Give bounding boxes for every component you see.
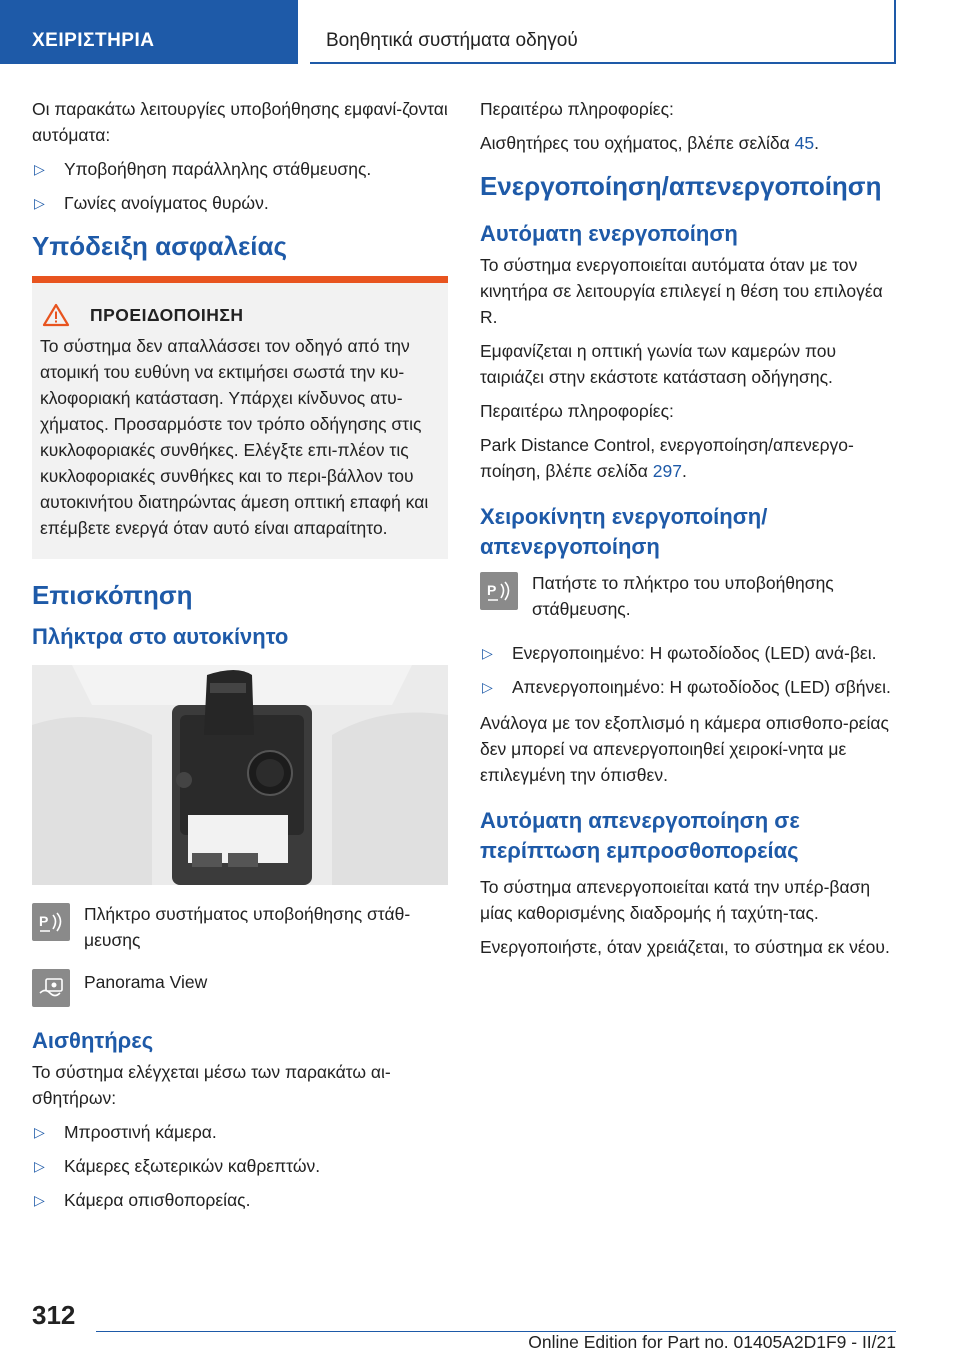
triangle-bullet-icon: ▷ bbox=[34, 195, 45, 211]
pdc-reference: Park Distance Control, ενεργοποίηση/απενεργο-ποίηση, βλέπε σελίδα 297. bbox=[480, 435, 854, 481]
parking-assist-key-row bbox=[32, 901, 448, 953]
auto-deactivation-text: Το σύστημα απενεργοποιείται κατά την υπέρ-βαση μίας καθορισμένης διαδρομής ή ταχύτη-τας. bbox=[480, 877, 871, 923]
chapter-title: ΧΕΙΡΙΣΤΗΡΙΑ bbox=[32, 30, 155, 51]
page-link-297[interactable]: 297 bbox=[652, 461, 682, 481]
list-item: ▷ Υποβοήθηση παράλληλης στάθμευσης. bbox=[32, 156, 448, 182]
manual-key-text: Πατήστε το πλήκτρο του υποβοήθησης στάθμευσης. bbox=[532, 573, 834, 619]
chapter-tab bbox=[0, 0, 298, 64]
left-column bbox=[32, 96, 448, 1223]
overview-heading: Επισκόπηση bbox=[32, 580, 193, 610]
warning-title: ΠΡΟΕΙΔΟΠΟΙΗΣΗ bbox=[90, 304, 244, 325]
more-info-label: Περαιτέρω πληροφορίες: bbox=[480, 99, 674, 119]
page-number: 312 bbox=[32, 1300, 76, 1330]
warning-triangle-icon bbox=[42, 303, 70, 327]
parking-assist-key-label: Πλήκτρο συστήματος υποβοήθησης στάθ-μευσης bbox=[84, 904, 411, 950]
manual-key-row bbox=[480, 570, 896, 622]
auto-deactivation-text-2: Ενεργοποιήστε, όταν χρειάζεται, το σύστημα εκ νέου. bbox=[480, 937, 890, 957]
page-link-45[interactable]: 45 bbox=[794, 133, 815, 153]
triangle-bullet-icon: ▷ bbox=[34, 1158, 45, 1174]
panorama-view-camera-icon bbox=[32, 969, 70, 1007]
section-title: Βοηθητικά συστήματα οδηγού bbox=[326, 30, 578, 51]
svg-text:P: P bbox=[487, 582, 497, 598]
parking-assist-button-icon bbox=[32, 903, 70, 941]
list-item: ▷ Απενεργοποιημένο: Η φωτοδίοδος (LED) σβήνει. bbox=[480, 674, 896, 700]
list-item: ▷ Κάμερα οπισθοπορείας. bbox=[32, 1187, 448, 1213]
safety-heading: Υπόδειξη ασφαλείας bbox=[32, 231, 288, 261]
auto-activation-text-2: Εμφανίζεται η οπτική γωνία των καμερών που ταιριάζει στην εκάστοτε κατάσταση οδήγησης. bbox=[480, 341, 837, 387]
svg-text:P: P bbox=[39, 913, 49, 929]
auto-activation-text: Το σύστημα ενεργοποιείται αυτόματα όταν με τον κινητήρα σε λειτουργία επιλεγεί η θέση του επιλογέα R. bbox=[480, 255, 883, 327]
list-item: ▷ Μπροστινή κάμερα. bbox=[32, 1119, 448, 1145]
triangle-bullet-icon: ▷ bbox=[34, 1192, 45, 1208]
triangle-bullet-icon: ▷ bbox=[482, 645, 493, 661]
sensors-list bbox=[32, 1119, 448, 1213]
section-header bbox=[310, 0, 896, 64]
triangle-bullet-icon: ▷ bbox=[34, 1124, 45, 1140]
parking-assist-button-icon bbox=[480, 572, 518, 610]
sensors-reference: Αισθητήρες του οχήματος, βλέπε σελίδα 45. bbox=[480, 133, 819, 153]
center-console-illustration bbox=[32, 665, 448, 885]
list-item: ▷ Ενεργοποιημένο: Η φωτοδίοδος (LED) ανά-βει. bbox=[480, 640, 896, 666]
sensors-heading: Αισθητήρες bbox=[32, 1028, 154, 1053]
intro-text: Οι παρακάτω λειτουργίες υποβοήθησης εμφανί-ζονται αυτόματα: bbox=[32, 99, 448, 145]
edition-footer: Online Edition for Part no. 01405A2D1F9 - II/21 bbox=[528, 1332, 896, 1352]
sensors-text: Το σύστημα ελέγχεται μέσω των παρακάτω αι-σθητήρων: bbox=[32, 1062, 391, 1108]
manual-activation-heading: Χειροκίνητη ενεργοποίηση/ απενεργοποίηση bbox=[480, 504, 768, 559]
triangle-bullet-icon: ▷ bbox=[34, 161, 45, 177]
list-item: ▷ Κάμερες εξωτερικών καθρεπτών. bbox=[32, 1153, 448, 1179]
right-column bbox=[480, 96, 896, 968]
activation-heading: Ενεργοποίηση/απενεργοποίηση bbox=[480, 171, 882, 201]
center-console-photo bbox=[32, 665, 448, 885]
auto-deactivation-heading: Αυτόματη απενεργοποίηση σε περίπτωση εμπροσθοπορείας bbox=[480, 808, 800, 863]
intro-list bbox=[32, 156, 448, 216]
warning-box bbox=[32, 276, 448, 559]
panorama-view-row bbox=[32, 967, 448, 1007]
more-info-label-2: Περαιτέρω πληροφορίες: bbox=[480, 401, 674, 421]
manual-note: Ανάλογα με τον εξοπλισμό η κάμερα οπισθοπο-ρείας δεν μπορεί να απενεργοποιηθεί χειροκί-νητα με επιλεγμένη την όπισθεν. bbox=[480, 713, 889, 785]
list-item: ▷ Γωνίες ανοίγματος θυρών. bbox=[32, 190, 448, 216]
buttons-heading: Πλήκτρα στο αυτοκίνητο bbox=[32, 624, 289, 649]
triangle-bullet-icon: ▷ bbox=[482, 679, 493, 695]
warning-text: Το σύστημα δεν απαλλάσσει τον οδηγό από την ατομική του ευθύνη να εκτιμήσει σωστά την κυ-κλοφοριακή κατάσταση. Υπάρχει κίνδυνος ατυ-χήματος. Προσαρμόστε τον τρόπο οδήγησης στις κυκλοφοριακές συνθήκες. Ελέγξτε επι-πλέον τις κυκλοφοριακές συνθήκες και το περι-βάλλον του αυτοκινήτου διατηρώντας άμεση οπτική επαφή και επέμβετε ενεργά όταν αυτό είναι απαραίτητο. bbox=[40, 336, 429, 538]
panorama-view-label: Panorama View bbox=[84, 972, 208, 992]
manual-list bbox=[480, 640, 896, 700]
auto-activation-heading: Αυτόματη ενεργοποίηση bbox=[480, 221, 738, 246]
